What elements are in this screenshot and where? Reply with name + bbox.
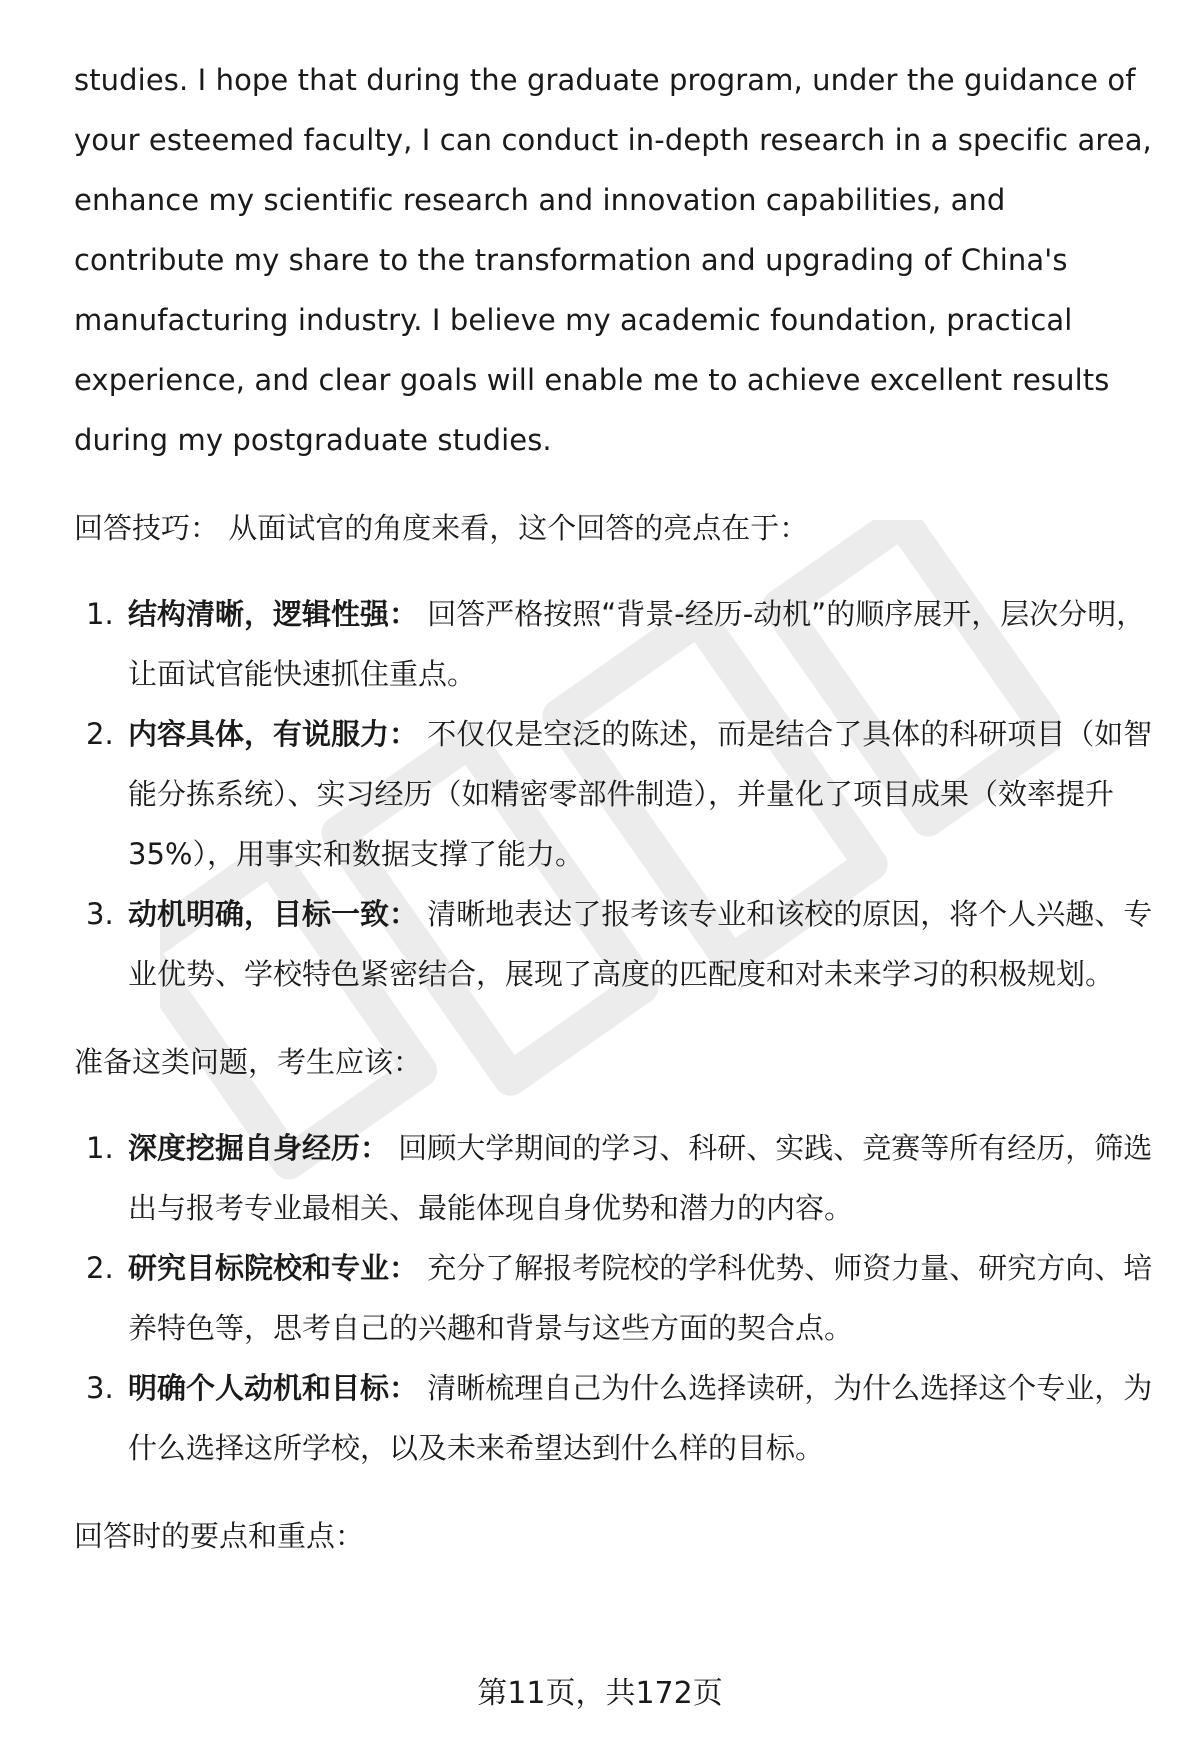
list-item xyxy=(74,884,1154,1004)
list-item-text: 回答严格按照“背景-经历-动机”的顺序展开，层次分明，让面试官能快速抓住重点。 xyxy=(128,597,1146,691)
list-item-title: 内容具体，有说服力： xyxy=(128,717,419,751)
list-number: 1. xyxy=(86,597,114,631)
list-item-text: 不仅仅是空泛的陈述，而是结合了具体的科研项目（如智能分拣系统）、实习经历（如精密零部件制造），并量化了项目成果（效率提升35%），用事实和数据支撑了能力。 xyxy=(128,717,1153,871)
page-number-footer: 第11页，共172页 xyxy=(477,1676,723,1711)
list-item-title: 深度挖掘自身经历： xyxy=(128,1131,390,1165)
list-item-text: 清晰梳理自己为什么选择读研，为什么选择这个专业，为什么选择这所学校，以及未来希望达到什么样的目标。 xyxy=(128,1371,1153,1465)
list-number: 3. xyxy=(86,897,114,931)
list-number: 2. xyxy=(86,717,114,751)
tips-list xyxy=(74,584,1154,1004)
list-item xyxy=(74,584,1154,704)
key-points-heading: 回答时的要点和重点： xyxy=(74,1519,365,1553)
list-item-title: 明确个人动机和目标： xyxy=(128,1371,419,1405)
list-number: 3. xyxy=(86,1371,114,1405)
document-body xyxy=(74,50,1154,1566)
list-item-title: 动机明确，目标一致： xyxy=(128,897,419,931)
list-item-title: 研究目标院校和专业： xyxy=(128,1251,419,1285)
list-number: 2. xyxy=(86,1251,114,1285)
list-item xyxy=(74,1358,1154,1478)
list-item-title: 结构清晰，逻辑性强： xyxy=(128,597,419,631)
list-item xyxy=(74,1238,1154,1358)
tips-heading: 回答技巧： 从面试官的角度来看，这个回答的亮点在于： xyxy=(74,511,809,545)
list-number: 1. xyxy=(86,1131,114,1165)
list-item-text: 回顾大学期间的学习、科研、实践、竞赛等所有经历，筛选出与报考专业最相关、最能体现自身优势和潜力的内容。 xyxy=(128,1131,1153,1225)
list-item-text: 充分了解报考院校的学科优势、师资力量、研究方向、培养特色等，思考自己的兴趣和背景与这些方面的契合点。 xyxy=(128,1251,1153,1345)
prepare-list xyxy=(74,1118,1154,1478)
list-item-text: 清晰地表达了报考该专业和该校的原因，将个人兴趣、专业优势、学校特色紧密结合，展现了高度的匹配度和对未来学习的积极规划。 xyxy=(128,897,1153,991)
list-item xyxy=(74,1118,1154,1238)
intro-paragraph: studies. I hope that during the graduate program, under the guidance of your esteemed faculty, I can conduct in-depth research in a specific area, enhance my scientific research and innovation capabilities, and contribute my share to the transformation and upgrading of China's manufacturing industry. I believe my academic foundation, practical experience, and clear goals will enable me to achieve excellent results during my postgraduate studies. xyxy=(74,63,1152,457)
list-item xyxy=(74,704,1154,884)
prepare-heading: 准备这类问题，考生应该： xyxy=(74,1045,423,1079)
